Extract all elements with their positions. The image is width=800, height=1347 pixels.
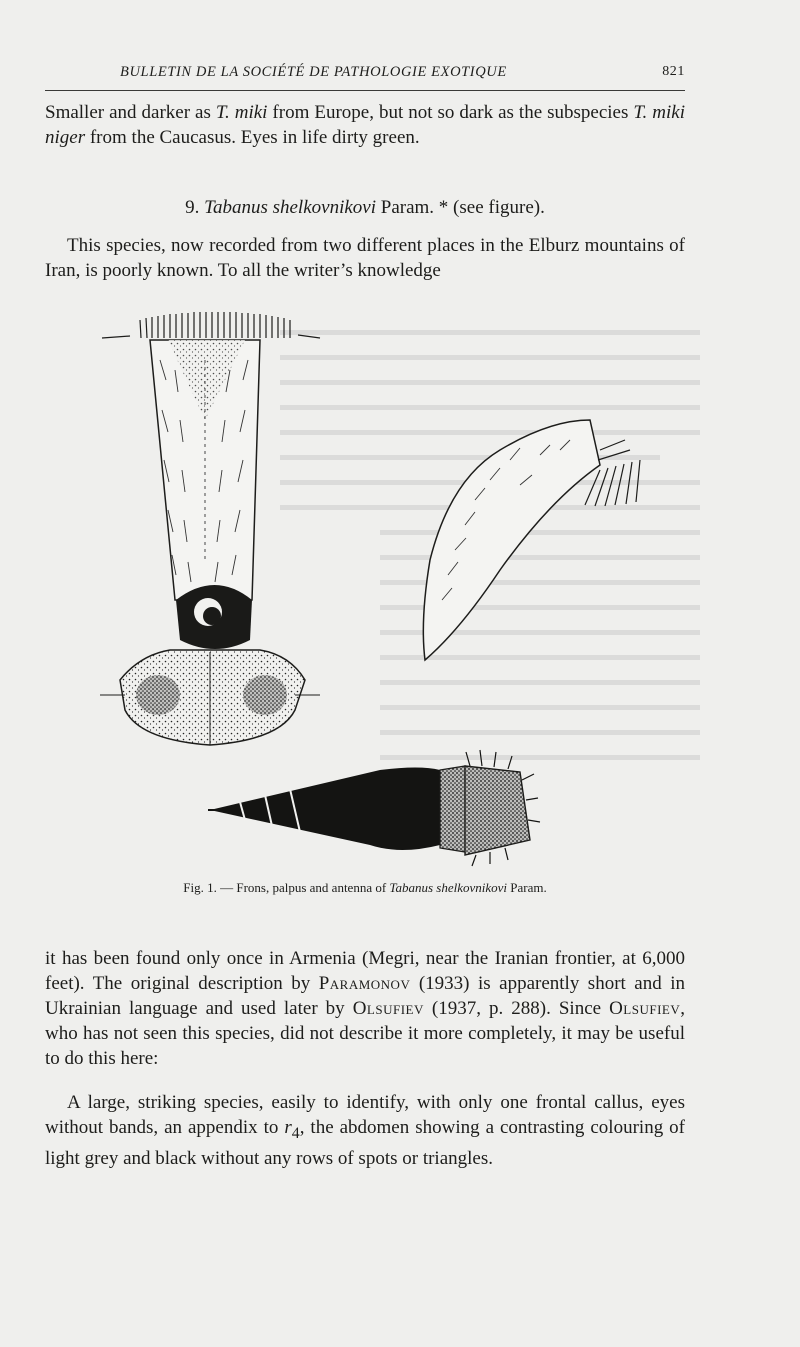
para4-text-a: A large, striking species, easily to identify, with only one frontal callus, eyes without bands, an appendix to [45, 1092, 685, 1138]
running-title: BULLETIN DE LA SOCIÉTÉ DE PATHOLOGIE EXOTIQUE [120, 64, 507, 80]
vein-r: r [284, 1117, 292, 1138]
para3-text-b: (1933) is apparently short and in Ukrainian language and used later by [45, 973, 685, 1019]
heading-species: Tabanus shelkovnikovi [204, 197, 377, 218]
caption-species: Tabanus shelkovnikovi [389, 880, 508, 895]
author-paramonov: Paramonov [318, 973, 411, 994]
species-miki: T. miki [215, 102, 268, 123]
paragraph-1 [45, 100, 685, 150]
paragraph-2: This species, now recorded from two different places in the Elburz mountains of Iran, is poorly known. To all the writer’s knowledge [45, 235, 685, 281]
frons-drawing [100, 312, 320, 745]
para4-text-b: , the abdomen showing a contrasting colouring of light grey and black without any rows of spots or triangles. [45, 1117, 685, 1169]
caption-author: Param. [507, 880, 547, 895]
running-header [45, 62, 685, 86]
paragraph-4 [45, 1090, 685, 1171]
paragraph-3 [45, 946, 685, 1071]
heading-number: 9. [185, 197, 205, 218]
header-rule [45, 90, 685, 91]
caption-text: Fig. 1. — Frons, palpus and antenna of [183, 880, 390, 895]
figure-caption [45, 880, 685, 896]
para3-text-c: (1937, p. 288). Since [423, 998, 610, 1019]
palpus-drawing [423, 420, 640, 660]
heading-rest: Param. * (see figure). [376, 197, 545, 218]
para1-text-a: Smaller and darker as [45, 102, 216, 123]
figure-frons-palpus-antenna [80, 300, 680, 870]
para1-text-b: from Europe, but not so dark as the subspecies [267, 102, 634, 123]
vein-subscript: 4 [291, 1124, 300, 1142]
para3-text-a: it has been found only once in Armenia (Megri, near the Iranian frontier, at 6,000 feet). The original description by [45, 948, 685, 994]
page-number: 821 [662, 64, 685, 79]
para3-text-d: , who has not seen this species, did not describe it more completely, it may be useful to do this here: [45, 998, 685, 1069]
antenna-drawing [208, 750, 540, 866]
species-heading [45, 197, 685, 219]
author-olsufiev-1: Olsufiev [352, 998, 424, 1019]
author-olsufiev-2: Olsufiev [609, 998, 681, 1019]
species-miki-niger: T. miki niger [45, 102, 685, 148]
para1-text-c: from the Caucasus. Eyes in life dirty green. [85, 127, 420, 148]
